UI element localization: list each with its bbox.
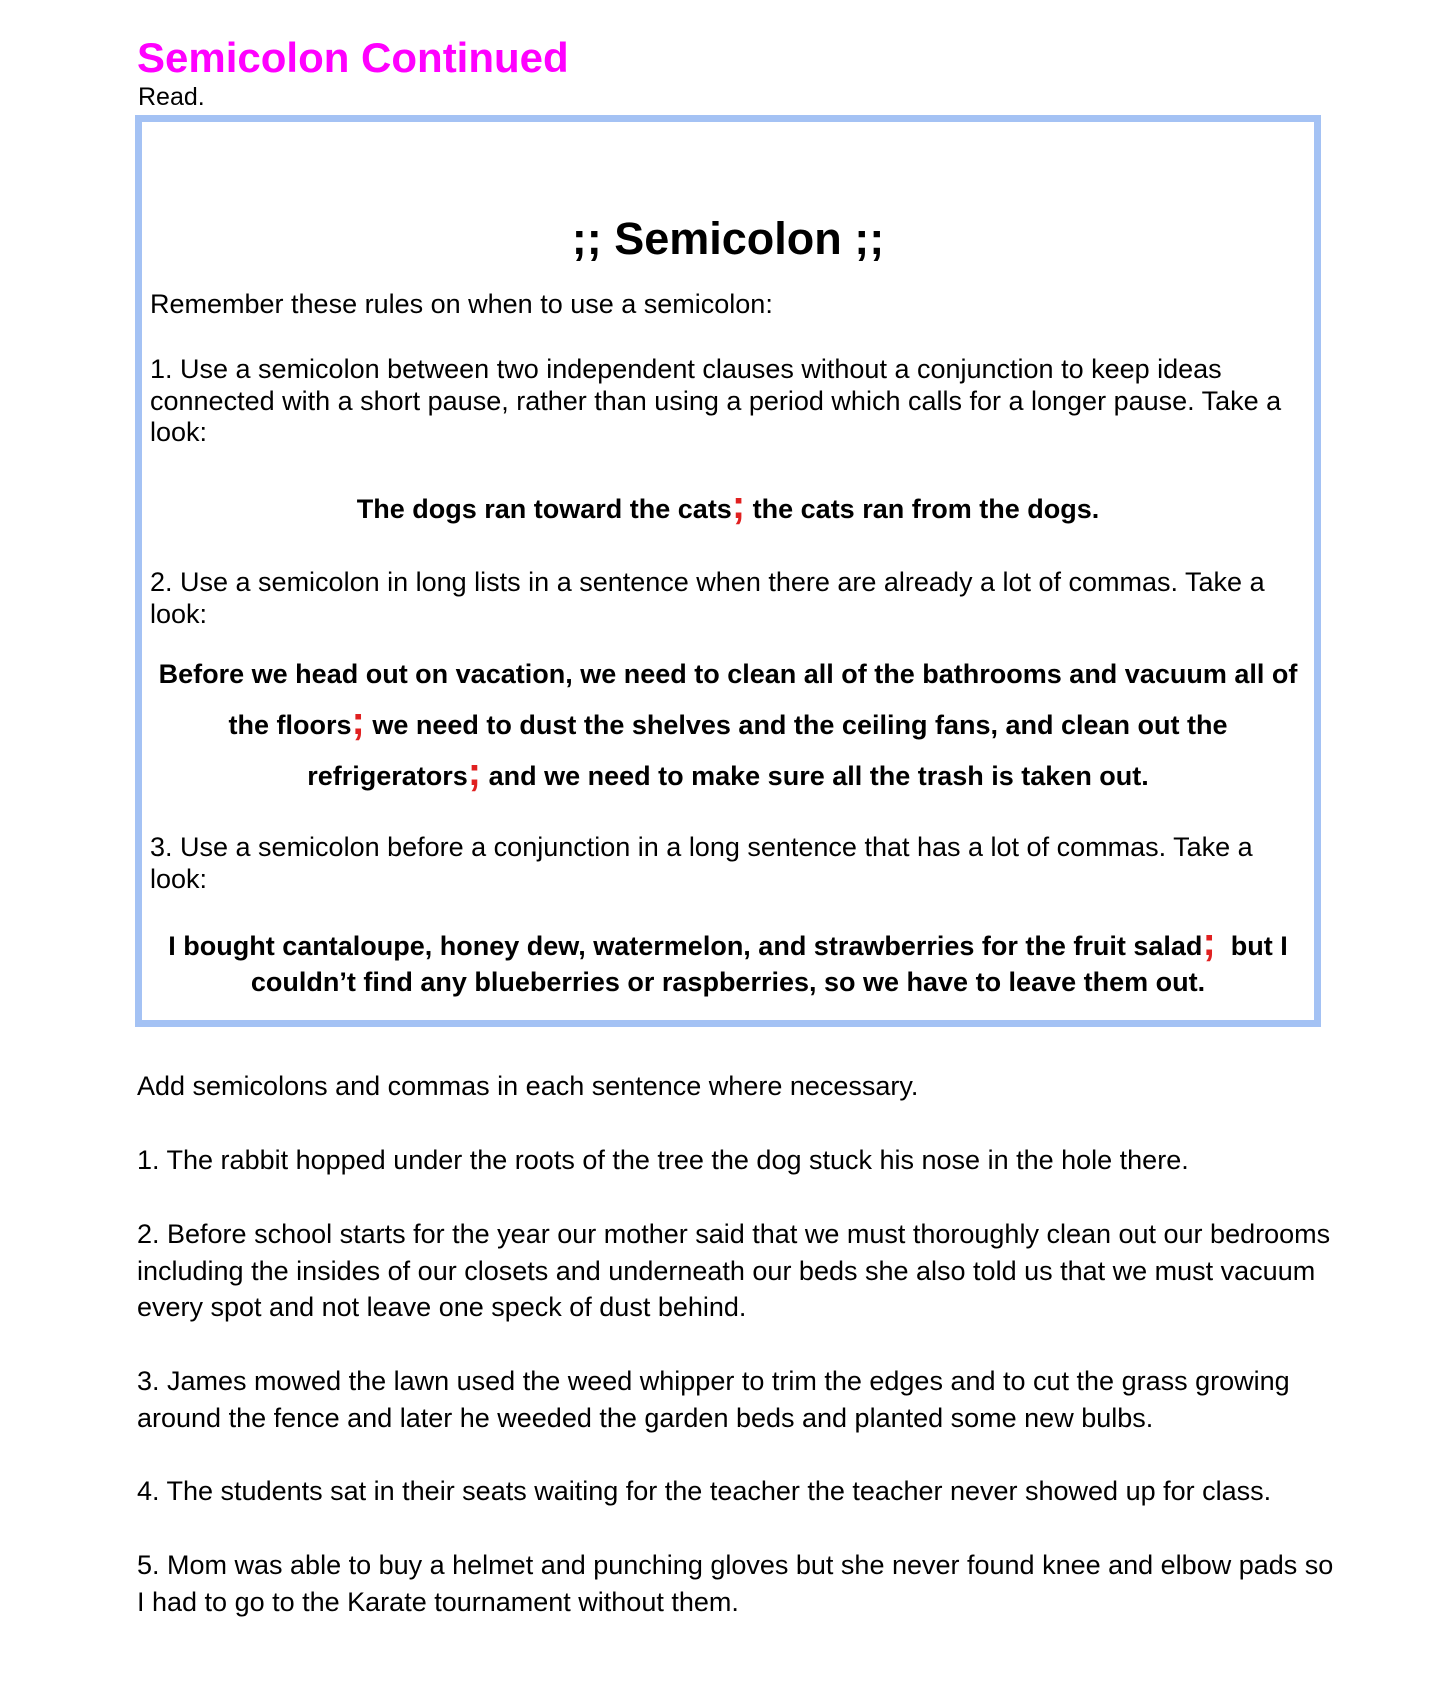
example-text: The dogs ran toward the cats [356, 494, 732, 524]
rule-3-text: 3. Use a semicolon before a conjunction in a long sentence that has a lot of commas. Take a look: [150, 832, 1253, 894]
exercise-instruction: Add semicolons and commas in each sentence where necessary. [137, 1071, 919, 1101]
semicolon-highlight: ; [731, 483, 746, 527]
exercise-item-2: 2. Before school starts for the year our mother said that we must thoroughly clean out our bedrooms including the insides of our closets and underneath our beds she also told us that we must vacuum every spot and not leave one speck of dust behind. [137, 1219, 1331, 1322]
example-text: we need to dust the shelves and the ceiling fans, and clean out the refrigerators [307, 710, 1228, 791]
rule-1-example [150, 485, 1306, 529]
rule-2-example [150, 649, 1306, 802]
rule-2-text: 2. Use a semicolon in long lists in a sentence when there are already a lot of commas. Take a look: [150, 567, 1265, 629]
rules-box [135, 115, 1321, 1027]
example-text: the cats ran from the dogs. [745, 494, 1100, 524]
semicolon-highlight: ; [1202, 920, 1216, 964]
semicolon-highlight: ; [351, 699, 365, 743]
example-text: Before we head out on vacation, we need to clean all of the bathrooms and vacuum all of the floors [158, 659, 1298, 740]
exercise-item-4: 4. The students sat in their seats waiting for the teacher the teacher never showed up for class. [137, 1476, 1272, 1506]
semicolon-highlight: ; [467, 750, 482, 794]
rule-1-text: 1. Use a semicolon between two independent clauses without a conjunction to keep ideas connected with a short pause, rather than using a period which calls for a longer pause. Take a look: [150, 354, 1282, 447]
example-text: but I couldn’t find any blueberries or raspberries, so we have to leave them out. [250, 931, 1296, 997]
rule-3-example [150, 922, 1306, 1000]
exercise-item-3: 3. James mowed the lawn used the weed whipper to trim the edges and to cut the grass growing around the fence and later he weeded the garden beds and planted some new bulbs. [137, 1366, 1290, 1433]
example-text: and we need to make sure all the trash is taken out. [481, 761, 1149, 791]
example-text: I bought cantaloupe, honey dew, watermelon, and strawberries for the fruit salad [168, 931, 1203, 961]
exercise-item-1: 1. The rabbit hopped under the roots of the tree the dog stuck his nose in the hole there. [137, 1145, 1189, 1175]
exercise-item-5: 5. Mom was able to buy a helmet and punching gloves but she never found knee and elbow pads so I had to go to the Karate tournament without them. [137, 1550, 1334, 1617]
rules-intro: Remember these rules on when to use a semicolon: [150, 289, 773, 319]
read-instruction: Read. [138, 83, 205, 111]
rules-box-title: ;; Semicolon ;; [571, 213, 885, 264]
page-title: Semicolon Continued [137, 34, 569, 81]
